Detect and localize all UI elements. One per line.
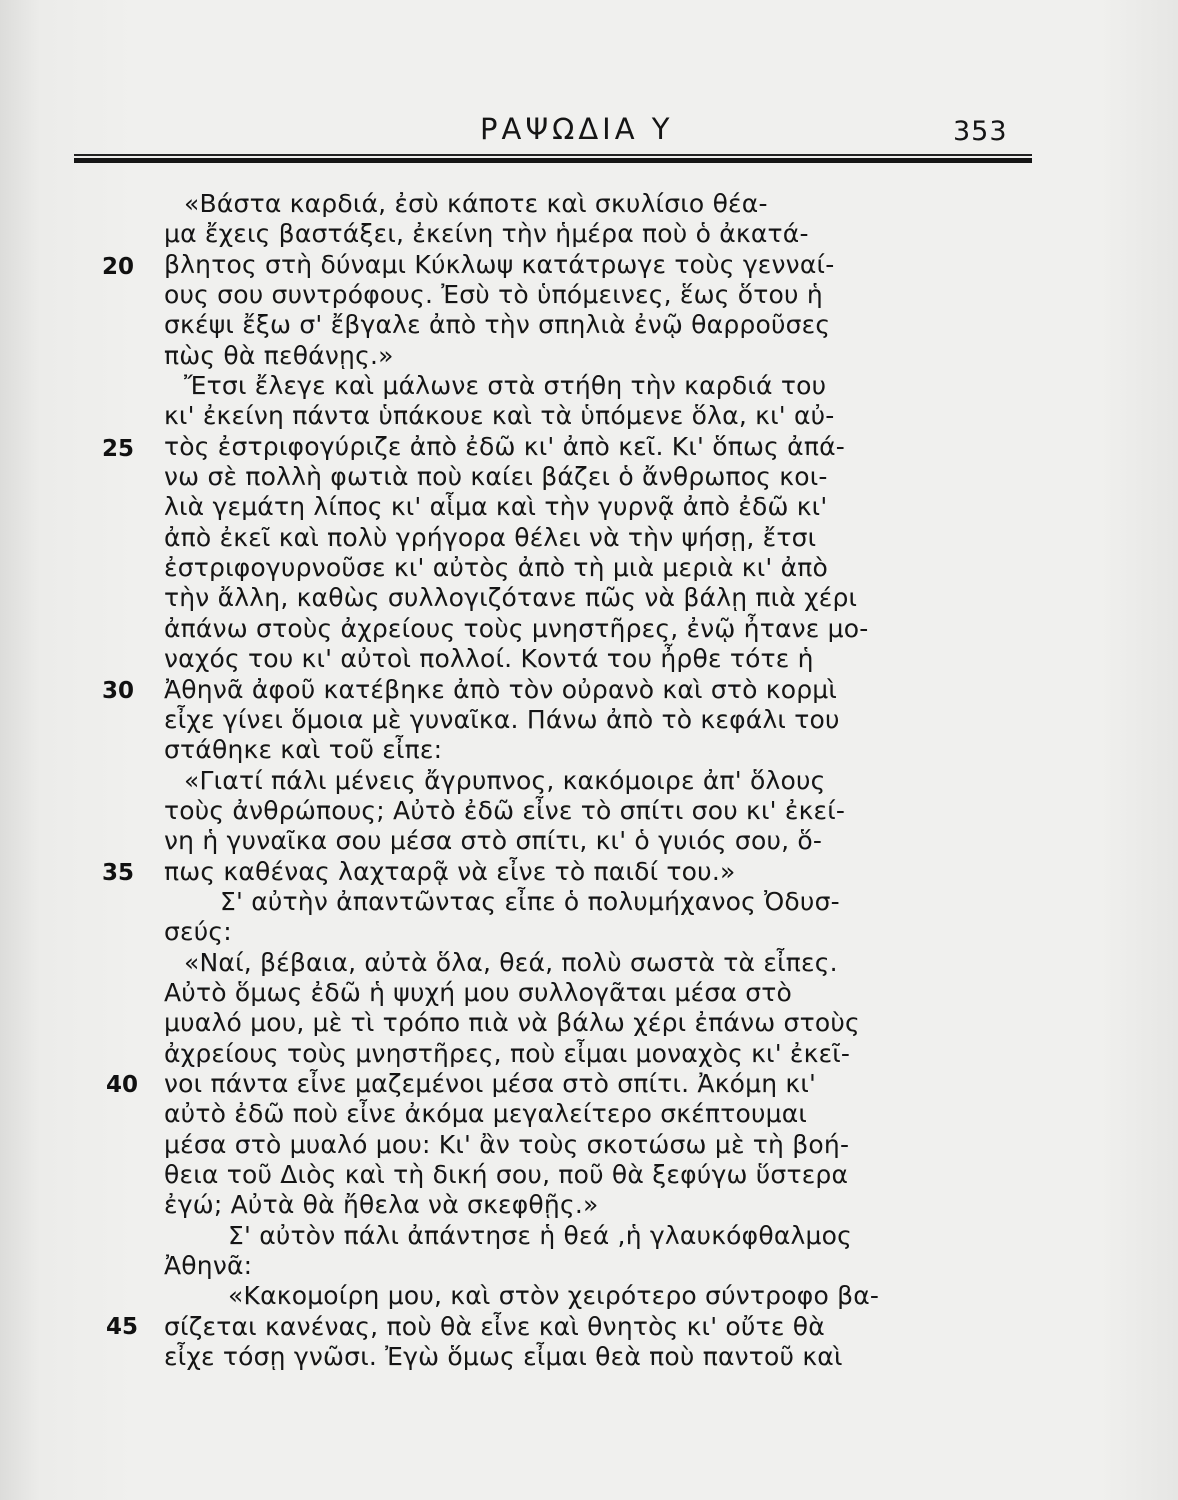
line-number-40: 40 (106, 1072, 139, 1098)
line-number-35: 35 (102, 860, 135, 886)
text-line: σεύς: (164, 917, 232, 947)
line-number-30: 30 (102, 678, 135, 704)
text-line: μα ἔχεις βαστάξει, ἐκείνη τὴν ἡμέρα ποὺ ὁ ἀκατά- (164, 219, 809, 249)
text-line: Σ' αὐτὸν πάλι ἀπάντησε ἡ θεά ,ἡ γλαυκόφθαλμος (228, 1220, 852, 1250)
line-number-45: 45 (106, 1314, 139, 1340)
body-text (164, 189, 1044, 1372)
text-line: μυαλό μου, μὲ τὶ τρόπο πιὰ νὰ βάλω χέρι ἐπάνω στοὺς (164, 1008, 860, 1038)
text-line: λιὰ γεμάτη λίπος κι' αἷμα καὶ τὴν γυρνᾷ ἀπὸ ἐδῶ κι' (164, 492, 828, 522)
text-line: βλητος στὴ δύναμι Κύκλωψ κατάτρωγε τοὺς γενναί- (164, 249, 835, 279)
running-header-title: ΡΑΨΩΔΙΑ Υ (480, 112, 674, 146)
text-line: μέσα στὸ μυαλό μου: Κι' ἂν τοὺς σκοτώσω μὲ τὴ βοή- (164, 1129, 850, 1159)
text-line: τὸς ἐστριφογύριζε ἀπὸ ἐδῶ κι' ἀπὸ κεῖ. Κι' ὅπως ἀπά- (164, 431, 845, 461)
text-line: νοι πάντα εἶνε μαζεμένοι μέσα στὸ σπίτι. Ἀκόμη κι' (164, 1068, 817, 1098)
text-line: ἀπάνω στοὺς ἀχρείους τοὺς μνηστῆρες, ἐνῷ ἦτανε μο- (164, 613, 869, 643)
text-line: Σ' αὐτὴν ἀπαντῶντας εἶπε ὁ πολυμήχανος Ὀδυσ- (220, 886, 840, 916)
line-number-20: 20 (102, 254, 135, 280)
text-line: «Βάστα καρδιά, ἐσὺ κάποτε καὶ σκυλίσιο θέα- (184, 189, 768, 218)
header-rule-thin (74, 154, 1032, 156)
page-number: 353 (953, 116, 1008, 147)
text-line: πως καθένας λαχταρᾷ νὰ εἶνε τὸ παιδί του.» (164, 856, 736, 886)
text-line: στάθηκε καὶ τοῦ εἶπε: (164, 735, 443, 765)
text-line: τὴν ἄλλη, καθὼς συλλογιζότανε πῶς νὰ βάλῃ πιὰ χέρι (164, 583, 858, 613)
text-line: αὐτὸ ἐδῶ ποὺ εἶνε ἀκόμα μεγαλείτερο σκέπτουμαι (164, 1099, 808, 1129)
text-line: «Γιατί πάλι μένεις ἄγρυπνος, κακόμοιρε ἀπ' ὅλους (184, 765, 826, 795)
header-rule-thick (74, 158, 1032, 163)
text-line: σκέψι ἔξω σ' ἔβγαλε ἀπὸ τὴν σπηλιὰ ἐνῷ θαρροῦσες (164, 310, 831, 340)
text-line: πὼς θὰ πεθάνῃς.» (164, 340, 394, 370)
text-line: τοὺς ἀνθρώπους; Αὐτὸ ἐδῶ εἶνε τὸ σπίτι σου κι' ἐκεί- (164, 795, 846, 825)
text-line: Αὐτὸ ὅμως ἐδῶ ἡ ψυχή μου συλλογᾶται μέσα στὸ (164, 977, 792, 1007)
text-line: «Ναί, βέβαια, αὐτὰ ὅλα, θεά, πολὺ σωστὰ τὰ εἶπες. (184, 947, 838, 977)
text-line: «Κακομοίρη μου, καὶ στὸν χειρότερο σύντροφο βα- (228, 1281, 880, 1311)
text-line: ἐστριφογυρνοῦσε κι' αὐτὸς ἀπὸ τὴ μιὰ μεριὰ κι' ἀπὸ (164, 553, 829, 583)
text-line: κι' ἐκείνη πάντα ὑπάκουε καὶ τὰ ὑπόμενε ὅλα, κι' αὐ- (164, 401, 835, 431)
text-line: ναχός του κι' αὐτοὶ πολλοί. Κοντά του ἦρθε τότε ἡ (164, 644, 814, 674)
text-line: νω σὲ πολλὴ φωτιὰ ποὺ καίει βάζει ὁ ἄνθρωπος κοι- (164, 462, 828, 492)
text-line: εἶχε τόσῃ γνῶσι. Ἐγὼ ὅμως εἶμαι θεὰ ποὺ παντοῦ καὶ (164, 1342, 843, 1372)
text-line: σίζεται κανένας, ποὺ θὰ εἶνε καὶ θνητὸς κι' οὔτε θὰ (164, 1311, 825, 1341)
text-line: ους σου συντρόφους. Ἐσὺ τὸ ὑπόμεινες, ἕως ὅτου ἡ (164, 280, 823, 310)
text-line: θεια τοῦ Διὸς καὶ τὴ δική σου, ποῦ θὰ ξεφύγω ὕστερα (164, 1160, 849, 1189)
line-number-25: 25 (102, 436, 135, 462)
text-line: Ἀθηνᾶ ἀφοῦ κατέβηκε ἀπὸ τὸν οὐρανὸ καὶ στὸ κορμὶ (164, 674, 838, 704)
text-line: Ἀθηνᾶ: (164, 1251, 253, 1281)
text-line: εἶχε γίνει ὅμοια μὲ γυναῖκα. Πάνω ἀπὸ τὸ κεφάλι του (164, 704, 840, 734)
text-line: ἀπὸ ἐκεῖ καὶ πολὺ γρήγορα θέλει νὰ τὴν ψήσῃ, ἔτσι (164, 522, 817, 552)
text-line: ἐγώ; Αὐτὰ θὰ ἤθελα νὰ σκεφθῇς.» (164, 1190, 599, 1220)
text-line: νη ἡ γυναῖκα σου μέσα στὸ σπίτι, κι' ὁ γυιός σου, ὅ- (164, 826, 823, 856)
text-line: Ἔτσι ἔλεγε καὶ μάλωνε στὰ στήθη τὴν καρδιά του (184, 371, 827, 401)
text-line: ἀχρείους τοὺς μνηστῆρες, ποὺ εἶμαι μοναχὸς κι' ἐκεῖ- (164, 1038, 851, 1068)
